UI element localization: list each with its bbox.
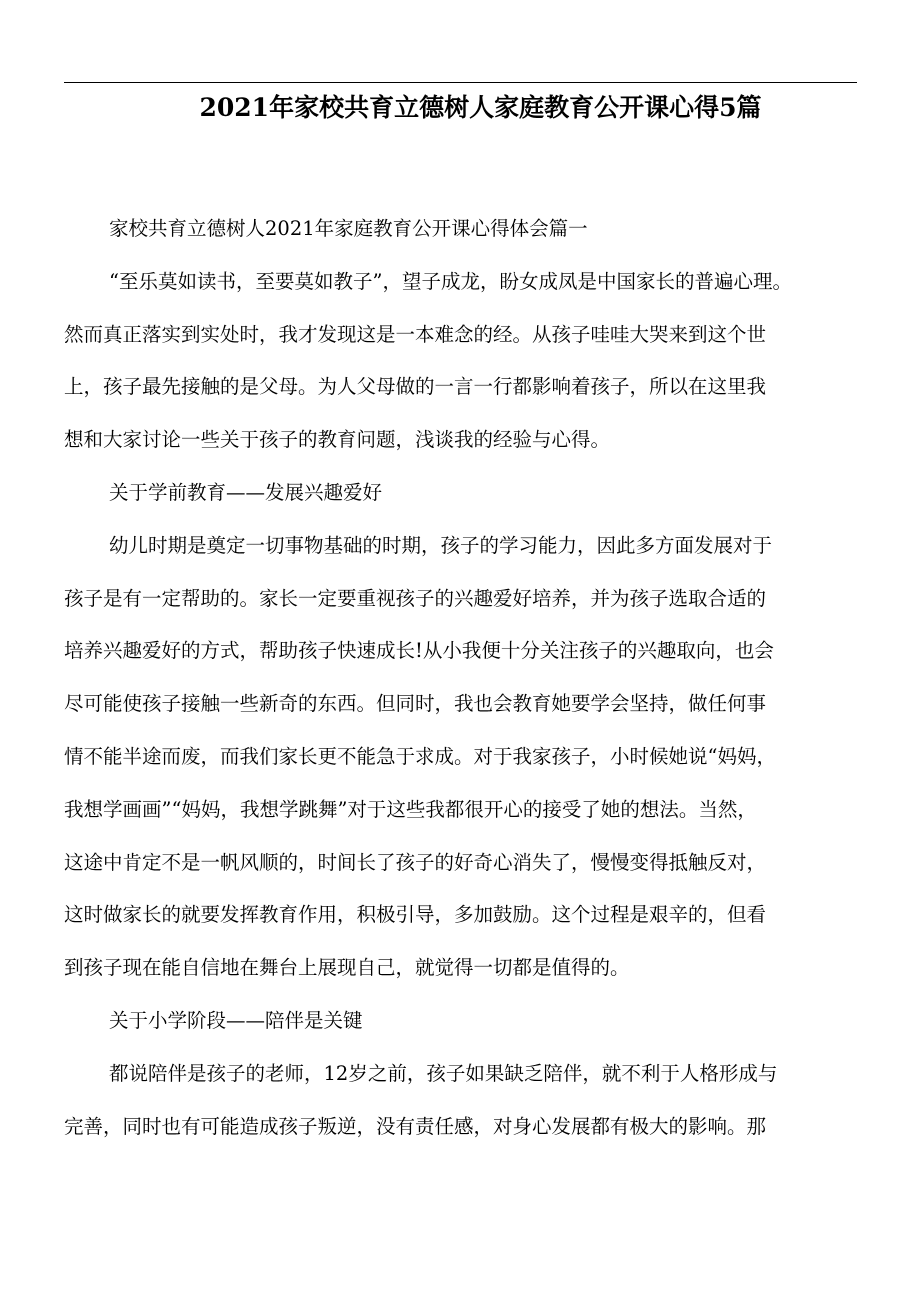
body-line: 关于学前教育——发展兴趣爱好 [109,480,383,504]
header-rule [64,82,857,83]
body-line: 我想学画画”“妈妈，我想学跳舞”对于这些我都很开心的接受了她的想法。当然， [64,797,757,821]
document-title: 2021年家校共育立德树人家庭教育公开课心得5篇 [199,93,762,122]
body-line: 孩子是有一定帮助的。家长一定要重视孩子的兴趣爱好培养，并为孩子选取合适的 [64,586,767,610]
body-line: 想和大家讨论一些关于孩子的教育问题，浅谈我的经验与心得。 [64,428,611,452]
body-line: 这时做家长的就要发挥教育作用，积极引导，多加鼓励。这个过程是艰辛的，但看 [64,903,767,927]
body-line: 家校共育立德树人2021年家庭教育公开课心得体会篇一 [109,217,588,240]
body-line: 上，孩子最先接触的是父母。为人父母做的一言一行都影响着孩子，所以在这里我 [64,375,767,399]
body-line: 培养兴趣爱好的方式，帮助孩子快速成长!从小我便十分关注孩子的兴趣取向，也会 [64,639,774,663]
body-line: 这途中肯定不是一帆风顺的，时间长了孩子的好奇心消失了，慢慢变得抵触反对， [64,850,767,874]
body-line: 情不能半途而废，而我们家长更不能急于求成。对于我家孩子，小时候她说“妈妈， [64,744,776,768]
body-line: 然而真正落实到实处时，我才发现这是一本难念的经。从孩子哇哇大哭来到这个世 [64,322,767,346]
body-line: 关于小学阶段——陪伴是关键 [109,1008,363,1032]
body-line: 到孩子现在能自信地在舞台上展现自己，就觉得一切都是值得的。 [64,956,630,980]
body-line: 尽可能使孩子接触一些新奇的东西。但同时，我也会教育她要学会坚持，做任何事 [64,692,767,716]
body-line: 幼儿时期是奠定一切事物基础的时期，孩子的学习能力，因此多方面发展对于 [109,533,773,557]
document-body [64,214,860,1164]
body-line: 都说陪伴是孩子的老师，12岁之前，孩子如果缺乏陪伴，就不利于人格形成与 [109,1061,778,1085]
body-line: 完善，同时也有可能造成孩子叛逆，没有责任感，对身心发展都有极大的影响。那 [64,1114,767,1138]
body-line: “至乐莫如读书，至要莫如教子”，望子成龙，盼女成凤是中国家长的普遍心理。 [109,269,792,293]
